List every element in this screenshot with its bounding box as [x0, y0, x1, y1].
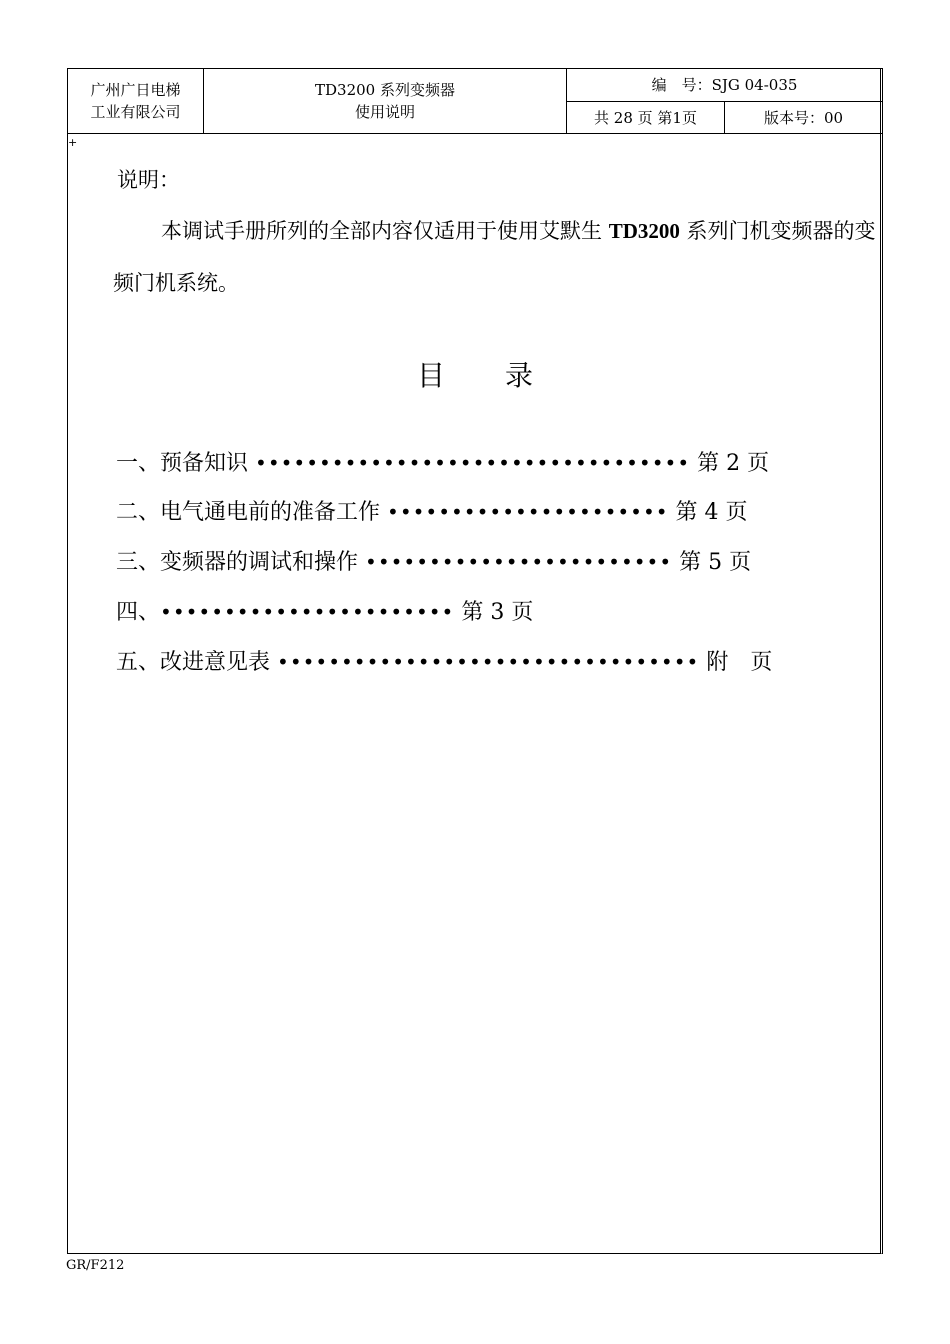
- toc-item-leader: •••••••••••••••••••••••: [160, 600, 455, 624]
- toc-item-label: 一、预备知识: [116, 451, 249, 476]
- toc-item: [116, 645, 772, 676]
- toc-item-page: 第 2 页: [697, 451, 770, 476]
- document-code: 编 号：SJG 04-035: [567, 69, 883, 102]
- section-label: 说明：: [117, 168, 180, 192]
- toc-item-leader: ••••••••••••••••••••••: [387, 500, 669, 524]
- intro-model: TD3200: [608, 219, 680, 243]
- company-name-cell: [68, 69, 204, 134]
- document-title-line2: 使用说明: [354, 103, 415, 121]
- toc-item-page: 第 3 页: [461, 600, 534, 625]
- document-title-cell: [204, 69, 567, 134]
- plus-mark: +: [68, 136, 78, 149]
- document-title-line1: TD3200 系列变频器: [315, 81, 455, 99]
- intro-text-part1: 本调试手册所列的全部内容仅适用于使用艾默生: [161, 219, 609, 243]
- toc-item-label: 四、: [116, 600, 161, 625]
- toc-item: [116, 545, 751, 576]
- toc-item: [116, 495, 748, 526]
- version-number: 版本号：00: [725, 102, 883, 134]
- toc-item-label: 三、变频器的调试和操作: [116, 550, 359, 575]
- intro-text-part2: 系列门机变频器的变频门机系统。: [113, 219, 876, 295]
- page-count: 共 28 页 第1页: [567, 102, 725, 134]
- toc-item-page: 第 5 页: [679, 550, 752, 575]
- toc-item-leader: ••••••••••••••••••••••••••••••••••: [255, 451, 691, 475]
- intro-paragraph: [113, 205, 883, 309]
- toc-item: [116, 595, 533, 626]
- document-header-table: [67, 68, 883, 134]
- company-name-line2: 工业有限公司: [90, 103, 181, 121]
- toc-item-label: 五、改进意见表: [116, 650, 271, 675]
- toc-item-page: 第 4 页: [675, 500, 748, 525]
- toc-item-leader: ••••••••••••••••••••••••: [365, 550, 673, 574]
- form-code: GR/F212: [66, 1258, 125, 1273]
- toc-title: 目录: [416, 359, 593, 392]
- company-name-line1: 广州广日电梯: [90, 81, 181, 99]
- toc-item-page: 附 页: [706, 650, 773, 675]
- toc-item-leader: •••••••••••••••••••••••••••••••••: [277, 650, 700, 674]
- toc-item: [116, 446, 769, 477]
- toc-item-label: 二、电气通电前的准备工作: [116, 500, 381, 525]
